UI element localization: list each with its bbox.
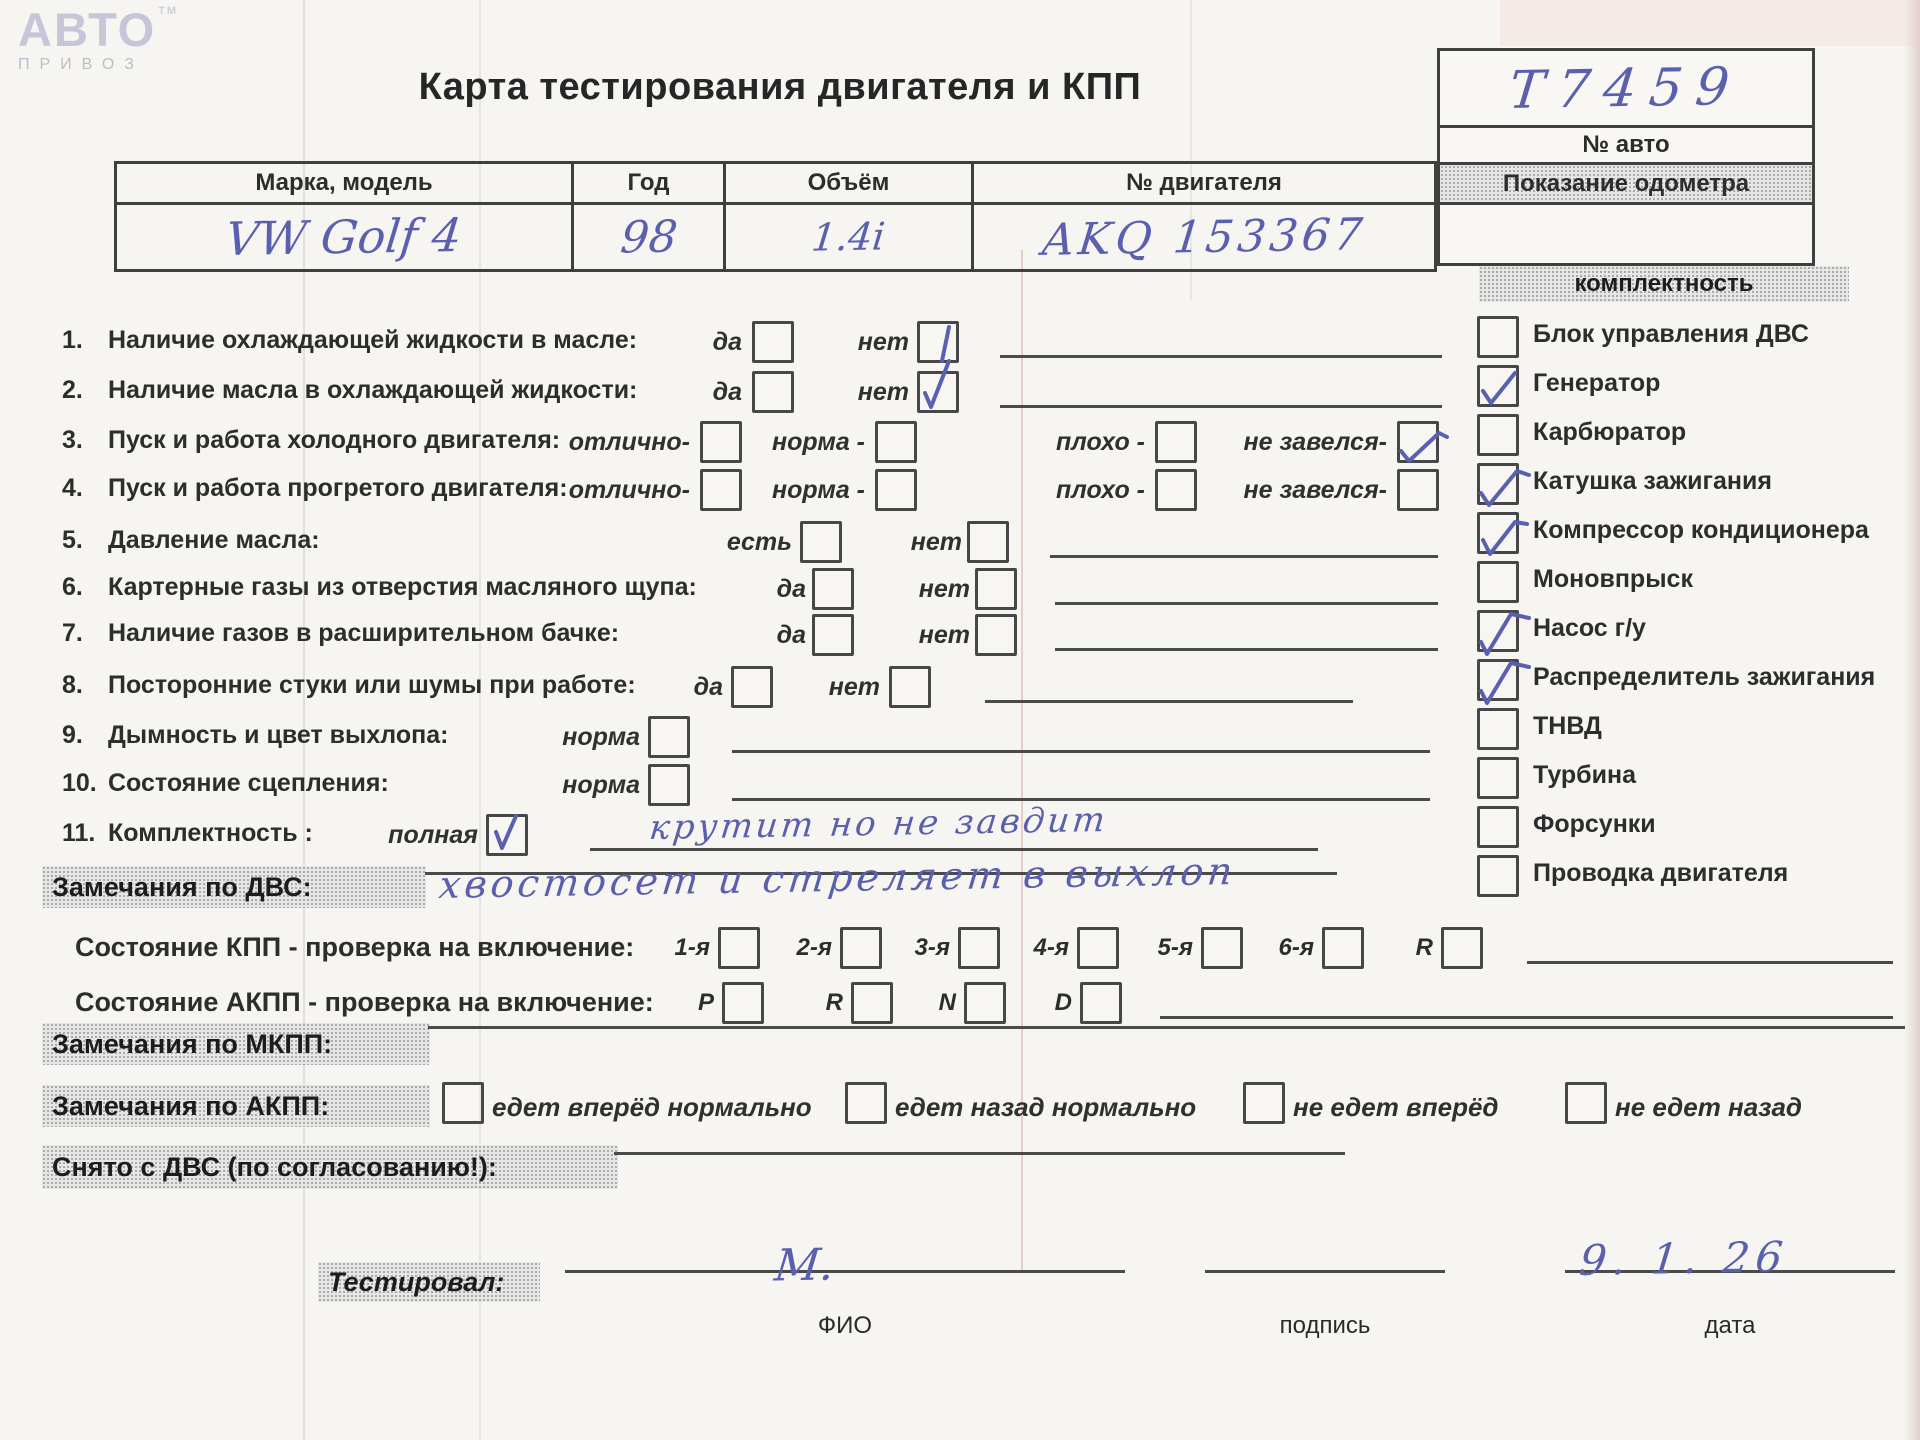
checkbox[interactable]	[964, 982, 1006, 1024]
check-row-3	[0, 421, 1920, 465]
check-row-8	[0, 666, 1920, 710]
kpp-label-strong: Состояние КПП	[75, 932, 282, 962]
write-in-line[interactable]	[985, 700, 1353, 703]
option-label: не завелся-	[1243, 428, 1387, 456]
header-volume: Объём	[725, 163, 973, 204]
checkbox[interactable]	[486, 814, 528, 856]
checkbox[interactable]	[722, 982, 764, 1024]
option-label: отлично-	[568, 476, 690, 504]
option-label: нет	[828, 673, 880, 701]
removed-dvs-label	[42, 1145, 618, 1189]
checkbox[interactable]	[851, 982, 893, 1024]
checkbox[interactable]	[917, 371, 959, 413]
check-mark	[911, 363, 969, 421]
tested-by-label	[318, 1262, 540, 1302]
fio-line[interactable]	[565, 1270, 1125, 1273]
kpp-label-suffix: - проверка на включение:	[288, 932, 635, 962]
option-label: полная	[388, 821, 478, 849]
option-label: есть	[726, 528, 792, 556]
equipment-label: ТНВД	[1533, 712, 1602, 740]
option-label: да	[693, 673, 723, 701]
equipment-label: Форсунки	[1533, 810, 1656, 838]
option-label: да	[712, 328, 742, 356]
checkbox[interactable]	[1477, 855, 1519, 897]
gear-label: R	[1415, 934, 1433, 961]
akpp-label-suffix: - проверка на включение:	[308, 987, 654, 1017]
row-number: 5.	[62, 526, 83, 554]
avtoprivoz-logo	[18, 3, 179, 74]
checkbox[interactable]	[1155, 421, 1197, 463]
equipment-label: Распределитель зажигания	[1533, 663, 1876, 691]
check-row-2	[0, 371, 1920, 415]
akpp-option-label: едет вперёд нормально	[492, 1092, 812, 1122]
checkbox[interactable]	[1441, 927, 1483, 969]
akpp-label	[75, 987, 654, 1018]
akpp-option-label: не едет вперёд	[1293, 1092, 1499, 1122]
checkbox[interactable]	[975, 614, 1017, 656]
checkbox[interactable]	[648, 764, 690, 806]
write-in-line[interactable]	[1055, 648, 1438, 651]
checkbox[interactable]	[845, 1082, 887, 1124]
checkbox[interactable]	[812, 568, 854, 610]
gear-label: 5-я	[1157, 934, 1193, 961]
check-row-1	[0, 321, 1920, 365]
brand-model-value: VW Golf 4	[223, 207, 465, 267]
checkbox[interactable]	[1322, 927, 1364, 969]
write-in-line[interactable]	[732, 750, 1430, 753]
checkbox[interactable]	[1201, 927, 1243, 969]
checkbox[interactable]	[800, 521, 842, 563]
equipment-label: Карбюратор	[1533, 418, 1687, 446]
option-label: норма -	[772, 428, 865, 456]
remarks-dvs-label	[42, 866, 426, 908]
gear-label: 2-я	[796, 934, 832, 961]
fio-signature-value: М.	[772, 1239, 837, 1292]
option-label: плохо -	[1056, 428, 1145, 456]
row-label: Наличие охлаждающей жидкости в масле:	[108, 326, 638, 354]
header-engine-number: № двигателя	[973, 163, 1436, 204]
auto-number-value: Т7459	[1506, 56, 1745, 122]
row-number: 10.	[62, 769, 97, 797]
row-label: Состояние сцепления:	[108, 769, 389, 797]
gear-label: R	[825, 989, 843, 1016]
checkbox[interactable]	[917, 321, 959, 363]
year-value: 98	[617, 211, 680, 263]
checkbox[interactable]	[975, 568, 1017, 610]
check-row-5	[0, 521, 1920, 565]
year-field[interactable]	[573, 204, 725, 271]
option-label: нет	[857, 378, 909, 406]
vehicle-table	[114, 161, 1437, 272]
gear-label: D	[1054, 989, 1072, 1016]
row-number: 2.	[62, 376, 83, 404]
checkbox[interactable]	[752, 321, 794, 363]
gear-label: 4-я	[1033, 934, 1069, 961]
checkbox[interactable]	[967, 521, 1009, 563]
option-label: норма	[562, 771, 640, 799]
option-label: да	[712, 378, 742, 406]
checkbox[interactable]	[752, 371, 794, 413]
akpp-option-label: едет назад нормально	[895, 1092, 1197, 1122]
remarks-akpp-text: Замечания по АКПП:	[52, 1090, 330, 1121]
check-row-11	[0, 800, 1920, 858]
brand-model-field[interactable]	[116, 204, 573, 271]
check-mark	[480, 806, 538, 864]
checkbox[interactable]	[718, 927, 760, 969]
equipment-label: Насос г/у	[1533, 614, 1646, 642]
signature-line[interactable]	[1205, 1270, 1445, 1273]
checkbox[interactable]	[958, 927, 1000, 969]
checkbox[interactable]	[875, 421, 917, 463]
row-label: Картерные газы из отверстия масляного щупа:	[108, 573, 697, 601]
page-title: Карта тестирования двигателя и КПП	[418, 66, 1142, 108]
equipment-item	[1477, 855, 1907, 895]
checkbox[interactable]	[840, 927, 882, 969]
checkbox[interactable]	[700, 469, 742, 511]
remarks-akpp-label	[42, 1085, 430, 1127]
option-label: да	[776, 621, 806, 649]
check-row-10	[0, 764, 1920, 808]
checkbox[interactable]	[812, 614, 854, 656]
engine-number-field[interactable]	[973, 204, 1436, 271]
akpp-label-strong: Состояние АКПП	[75, 987, 301, 1017]
option-label: плохо -	[1056, 476, 1145, 504]
checkbox[interactable]	[1397, 421, 1439, 463]
row-number: 6.	[62, 573, 83, 601]
date-value: 9. 1. 26	[1577, 1232, 1792, 1285]
equipment-label: Компрессор кондиционера	[1533, 516, 1869, 544]
checkbox[interactable]	[875, 469, 917, 511]
row-number: 9.	[62, 721, 83, 749]
remarks-mkpp-text: Замечания по МКПП:	[52, 1028, 333, 1059]
remarks-mkpp-label	[42, 1023, 430, 1065]
checkbox[interactable]	[1565, 1082, 1607, 1124]
option-label: нет	[918, 621, 970, 649]
equipment-title: комплектность	[1479, 266, 1849, 302]
check-row-4	[0, 469, 1920, 513]
remarks-mkpp-line[interactable]	[428, 1026, 1905, 1029]
row-label: Дымность и цвет выхлопа:	[108, 721, 449, 749]
write-in-line[interactable]	[1160, 1016, 1893, 1019]
checkbox[interactable]	[1080, 982, 1122, 1024]
completeness-note-value: крутит но не завдит	[647, 800, 1110, 848]
equipment-label: Генератор	[1533, 369, 1661, 397]
row-number: 3.	[62, 426, 83, 454]
option-label: да	[776, 575, 806, 603]
option-label: нет	[910, 528, 962, 556]
gear-label: N	[938, 989, 956, 1016]
row-label: Наличие масла в охлаждающей жидкости:	[108, 376, 638, 404]
row-label: Наличие газов в расширительном бачке:	[108, 619, 620, 647]
checkbox[interactable]	[889, 666, 931, 708]
row-label: Давление масла:	[108, 526, 320, 554]
check-row-7	[0, 614, 1920, 658]
removed-dvs-line[interactable]	[614, 1152, 1345, 1155]
tested-by-text: Тестировал:	[328, 1266, 505, 1297]
remarks-dvs-value: хвостосет и стреляет в выхлоп	[436, 849, 1239, 907]
removed-dvs-text: Снято с ДВС (по согласованию!):	[52, 1151, 497, 1182]
odometer-field[interactable]	[1440, 202, 1812, 263]
logo-word-privoz: ПРИВОЗ	[18, 56, 144, 73]
scan-tinge	[1500, 0, 1920, 46]
akpp-row	[0, 982, 1920, 1026]
option-label: отлично-	[568, 428, 690, 456]
check-mark	[1391, 413, 1449, 471]
gear-label: 1-я	[674, 934, 710, 961]
checkbox[interactable]	[731, 666, 773, 708]
vehicle-table-header	[116, 163, 1436, 204]
equipment-label: Проводка двигателя	[1533, 859, 1789, 887]
fio-caption: ФИО	[817, 1312, 873, 1339]
option-label: норма -	[772, 476, 865, 504]
auto-number-label: № авто	[1440, 125, 1812, 162]
engine-number-value: AKQ 153367	[1039, 208, 1369, 266]
checkbox[interactable]	[1243, 1082, 1285, 1124]
kpp-row	[0, 927, 1920, 971]
volume-field[interactable]	[725, 204, 973, 271]
remarks-dvs-text: Замечания по ДВС:	[52, 871, 312, 902]
row-label: Пуск и работа прогретого двигателя:	[108, 474, 568, 502]
row-label: Комплектность :	[108, 819, 313, 847]
write-in-line[interactable]	[1527, 961, 1893, 964]
option-label: норма	[562, 723, 640, 751]
checkbox[interactable]	[1397, 469, 1439, 511]
header-year: Год	[573, 163, 725, 204]
row-label: Посторонние стуки или шумы при работе:	[108, 671, 636, 699]
option-label: нет	[918, 575, 970, 603]
row-label: Пуск и работа холодного двигателя:	[108, 426, 561, 454]
write-in-line[interactable]	[1000, 355, 1442, 358]
gear-label: 3-я	[914, 934, 950, 961]
row-number: 11.	[62, 819, 96, 847]
check-row-6	[0, 568, 1920, 612]
volume-value: 1.4i	[809, 214, 888, 260]
equipment-label: Моновпрыск	[1533, 565, 1693, 593]
write-in-line[interactable]	[1050, 555, 1438, 558]
trademark-symbol: TM	[158, 5, 179, 17]
auto-number-field[interactable]	[1440, 51, 1812, 125]
vehicle-table-values	[116, 204, 1436, 271]
header-brand-model: Марка, модель	[116, 163, 573, 204]
option-label: не завелся-	[1243, 476, 1387, 504]
kpp-label	[75, 932, 634, 963]
checkbox[interactable]	[700, 421, 742, 463]
gear-label: P	[697, 989, 714, 1016]
auto-number-box	[1437, 48, 1815, 266]
logo-word-avto: АВТО ™	[18, 3, 179, 56]
gear-label: 6-я	[1278, 934, 1314, 961]
row-number: 4.	[62, 474, 83, 502]
checkbox[interactable]	[1155, 469, 1197, 511]
checkbox[interactable]	[648, 716, 690, 758]
equipment-label: Катушка зажигания	[1533, 467, 1772, 495]
write-in-line[interactable]	[1000, 405, 1442, 408]
odometer-label: Показание одометра	[1440, 162, 1812, 202]
checkbox[interactable]	[442, 1082, 484, 1124]
check-row-9	[0, 716, 1920, 760]
date-caption: дата	[1704, 1312, 1756, 1339]
equipment-label: Блок управления ДВС	[1533, 320, 1809, 348]
checkbox[interactable]	[1077, 927, 1119, 969]
equipment-label: Турбина	[1533, 761, 1636, 789]
signature-caption: подпись	[1279, 1312, 1371, 1339]
row-number: 8.	[62, 671, 83, 699]
row-number: 7.	[62, 619, 83, 647]
write-in-line[interactable]	[1055, 602, 1438, 605]
row-number: 1.	[62, 326, 83, 354]
option-label: нет	[857, 328, 909, 356]
akpp-option-label: не едет назад	[1615, 1092, 1803, 1122]
